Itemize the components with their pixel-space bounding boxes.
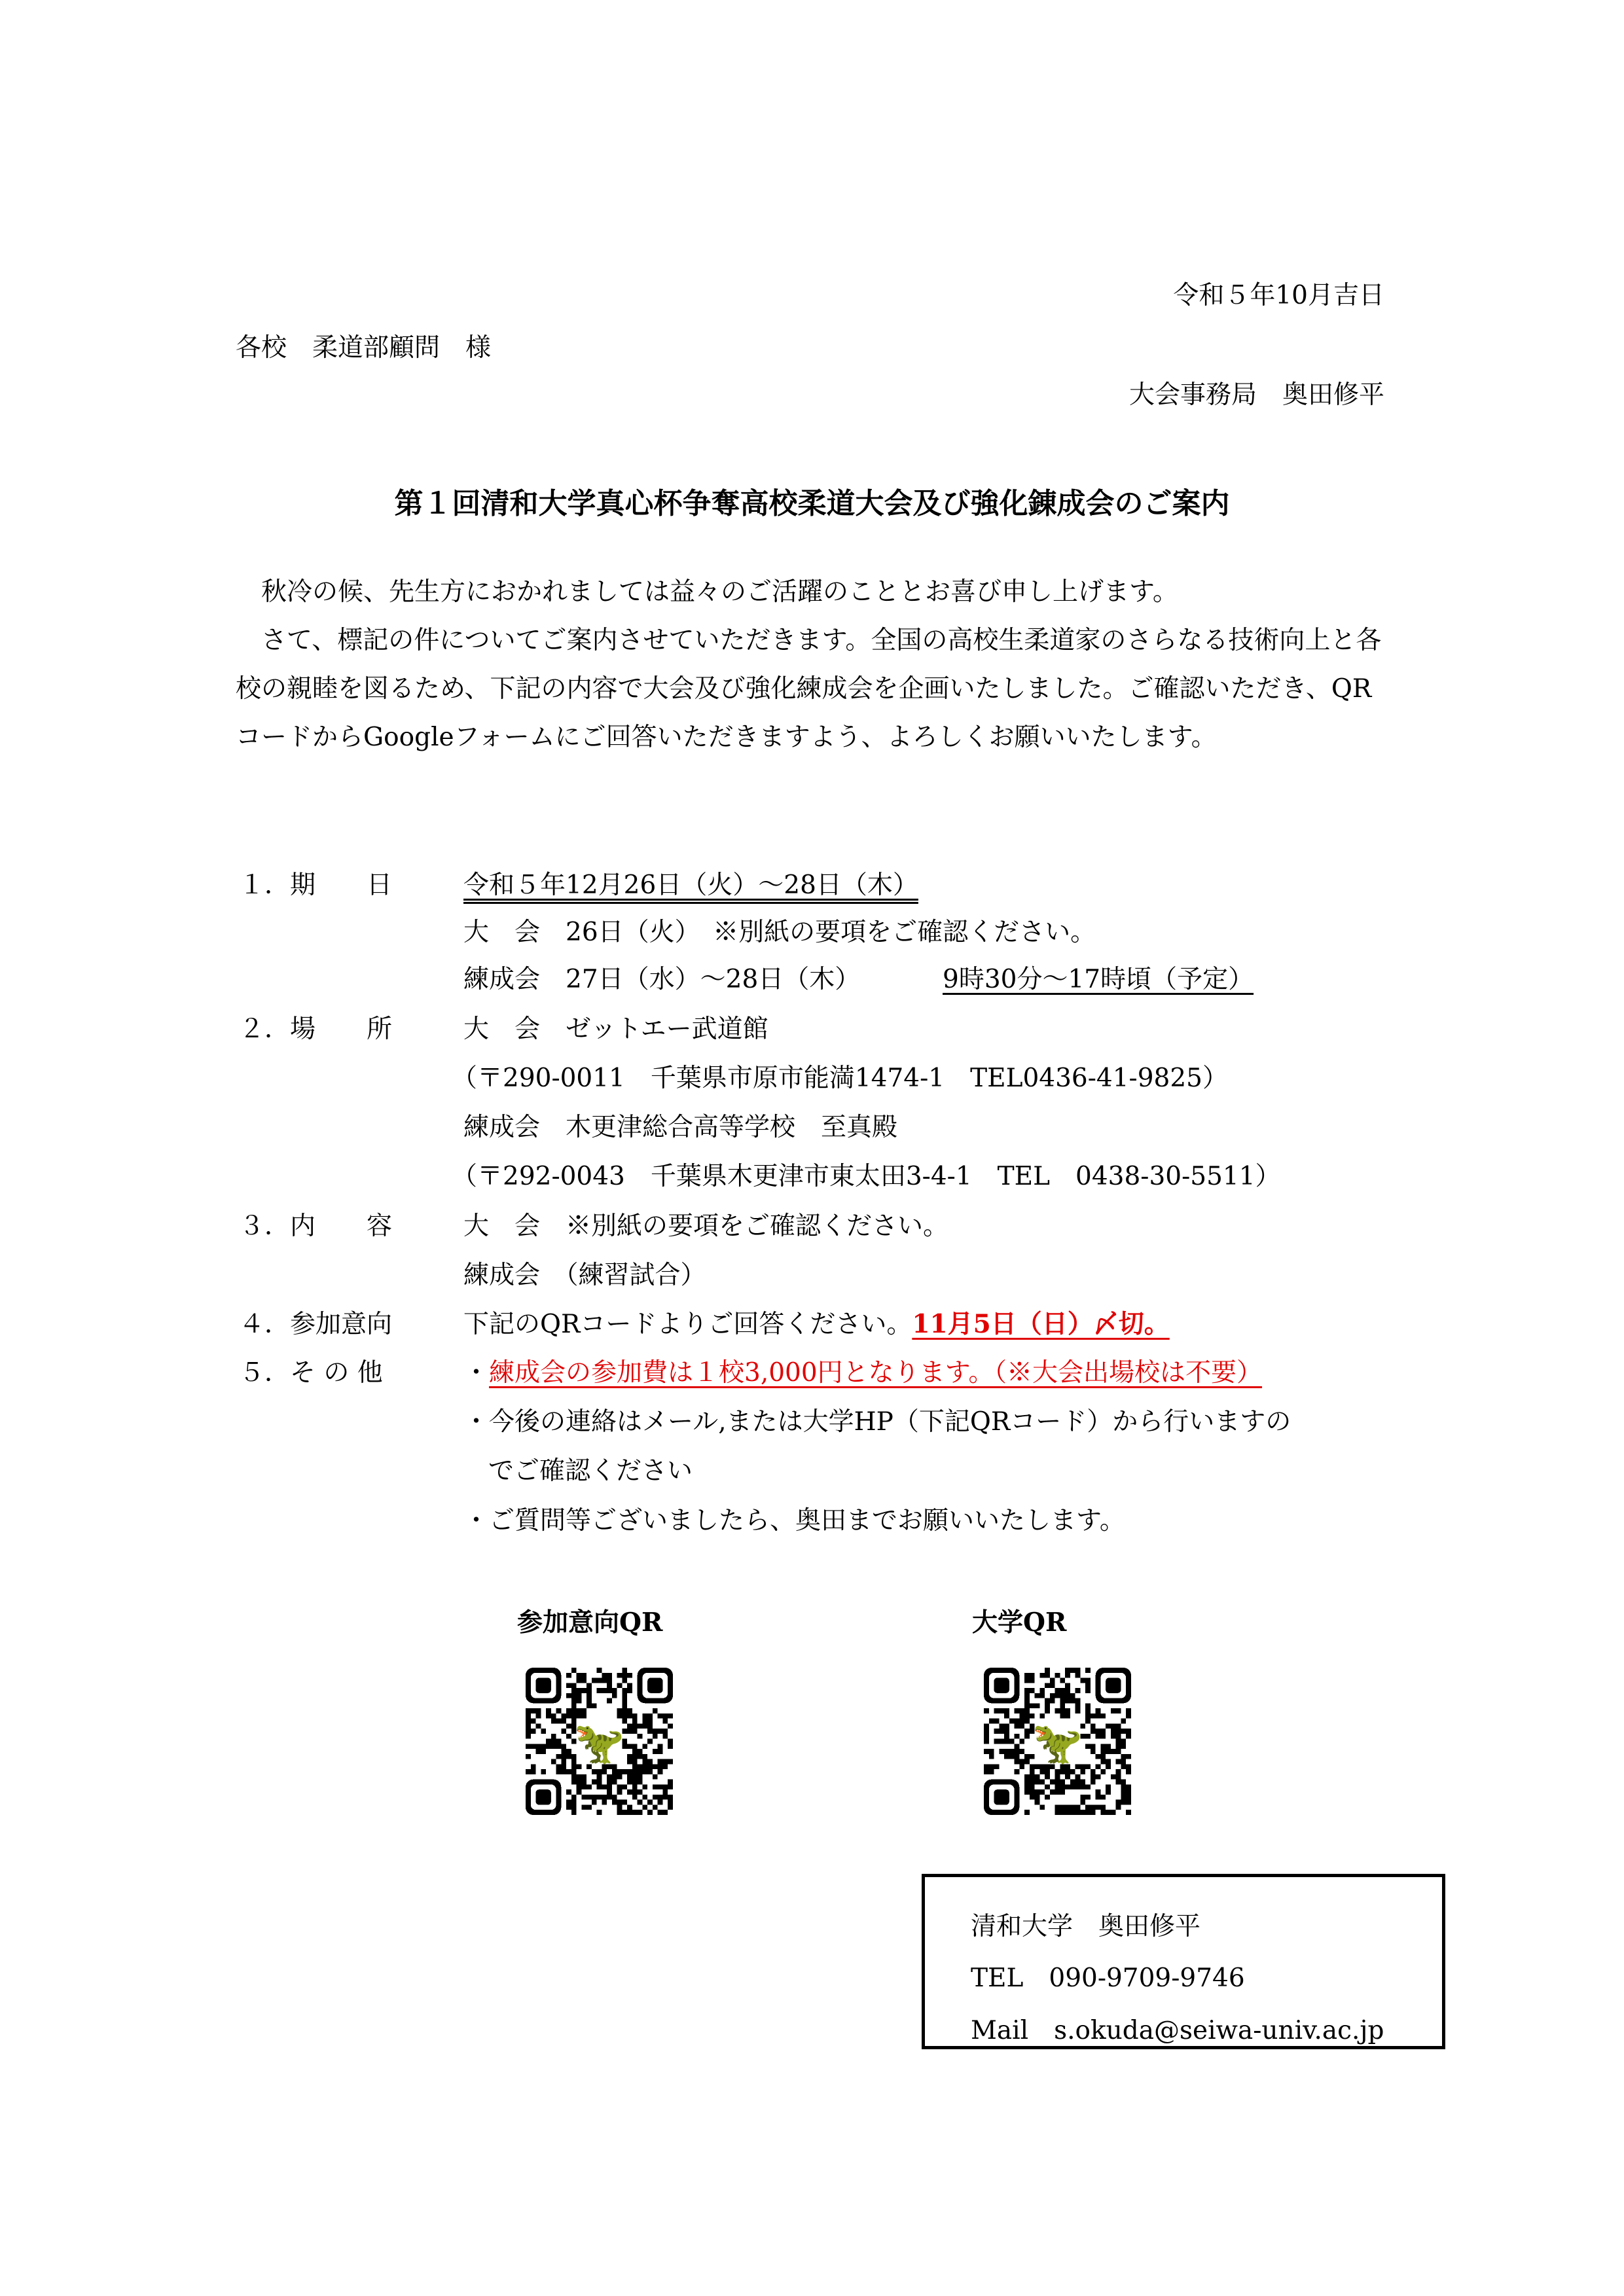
item-date-taikai: 大 会 26日（火） ※別紙の要項をご確認ください。 — [463, 918, 1096, 947]
item-other-bullet-3: ・ご質問等ございましたら、奥田までお願いいたします。 — [463, 1506, 1125, 1535]
contact-mail: Mail s.okuda@seiwa-univ.ac.jp — [971, 2016, 1384, 2045]
item-date-rensei: 練成会 27日（水）～28日（木） — [463, 965, 861, 994]
item-other-bullet-2a: ・今後の連絡はメール,または大学HP（下記QRコード）から行いますの — [463, 1407, 1291, 1437]
item-place-venue1: 大 会 ゼットエー武道館 — [463, 1014, 768, 1044]
qr-intent-label: 参加意向QR — [517, 1607, 663, 1638]
item-content-label: ３．内 容 — [239, 1211, 393, 1241]
item-date-label: １．期 日 — [239, 870, 393, 900]
item-intent-instruction: 下記のQRコードよりご回答ください。 — [463, 1310, 912, 1339]
participation-fee-note: 練成会の参加費は１校3,000円となります。（※大会出場校は不要） — [489, 1358, 1263, 1388]
document-date: 令和５年10月吉日 — [1173, 281, 1384, 310]
item-place-address1: （〒290-0011 千葉県市原市能満1474-1 TEL0436-41-9825） — [452, 1064, 1228, 1093]
item-other-label: ５．そ の 他 — [239, 1358, 383, 1388]
intro-paragraph-1: 秋冷の候、先生方におかれましては益々のご活躍のこととお喜び申し上げます。 — [261, 577, 1178, 607]
item-intent-deadline: 11月5日（日）〆切。 — [912, 1309, 1170, 1339]
contact-name: 清和大学 奥田修平 — [971, 1912, 1201, 1941]
university-qr-code-icon[interactable] — [984, 1668, 1131, 1815]
sender: 大会事務局 奥田修平 — [1128, 380, 1384, 410]
contact-box — [922, 1874, 1445, 2049]
item-intent-text — [463, 1309, 1170, 1339]
item-content-taikai: 大 会 ※別紙の要項をご確認ください。 — [463, 1211, 949, 1241]
item-place-venue2: 練成会 木更津総合高等学校 至真殿 — [463, 1113, 898, 1142]
item-content-rensei: 練成会 （練習試合） — [463, 1261, 706, 1290]
item-place-address2: （〒292-0043 千葉県木更津市東太田3-4-1 TEL 0438-30-5511） — [452, 1162, 1281, 1191]
intro-paragraph-2: さて、標記の件についてご案内させていただきます。全国の高校生柔道家のさらなる技術向上と各校の親睦を図るため、下記の内容で大会及び強化練成会を企画いたしました。ご確認いただき、QRコードからGoogleフォームにご回答いただきますよう、よろしくお願いいたします。 — [236, 626, 1382, 752]
dinosaur-icon: 🦖 — [573, 1718, 625, 1767]
intent-qr-code-icon[interactable] — [526, 1668, 673, 1815]
item-place-label: ２．場 所 — [239, 1014, 393, 1044]
item-other-bullet-2b: でご確認ください — [488, 1456, 693, 1486]
item-other-bullet-1 — [463, 1360, 1262, 1386]
contact-tel: TEL 090-9709-9746 — [971, 1964, 1245, 1993]
item-date-rensei-time: 9時30分～17時頃（予定） — [943, 965, 1254, 994]
dinosaur-icon: 🦖 — [1032, 1718, 1083, 1767]
bullet-dot: ・ — [463, 1358, 490, 1388]
item-date-main: 令和５年12月26日（火）～28日（木） — [463, 870, 918, 900]
recipient: 各校 柔道部顧問 様 — [236, 333, 492, 363]
document-title: 第１回清和大学真心杯争奪高校柔道大会及び強化錬成会のご案内 — [394, 487, 1230, 520]
intro — [236, 568, 1394, 762]
item-intent-label: ４．参加意向 — [239, 1310, 393, 1339]
qr-university-label: 大学QR — [972, 1607, 1067, 1638]
